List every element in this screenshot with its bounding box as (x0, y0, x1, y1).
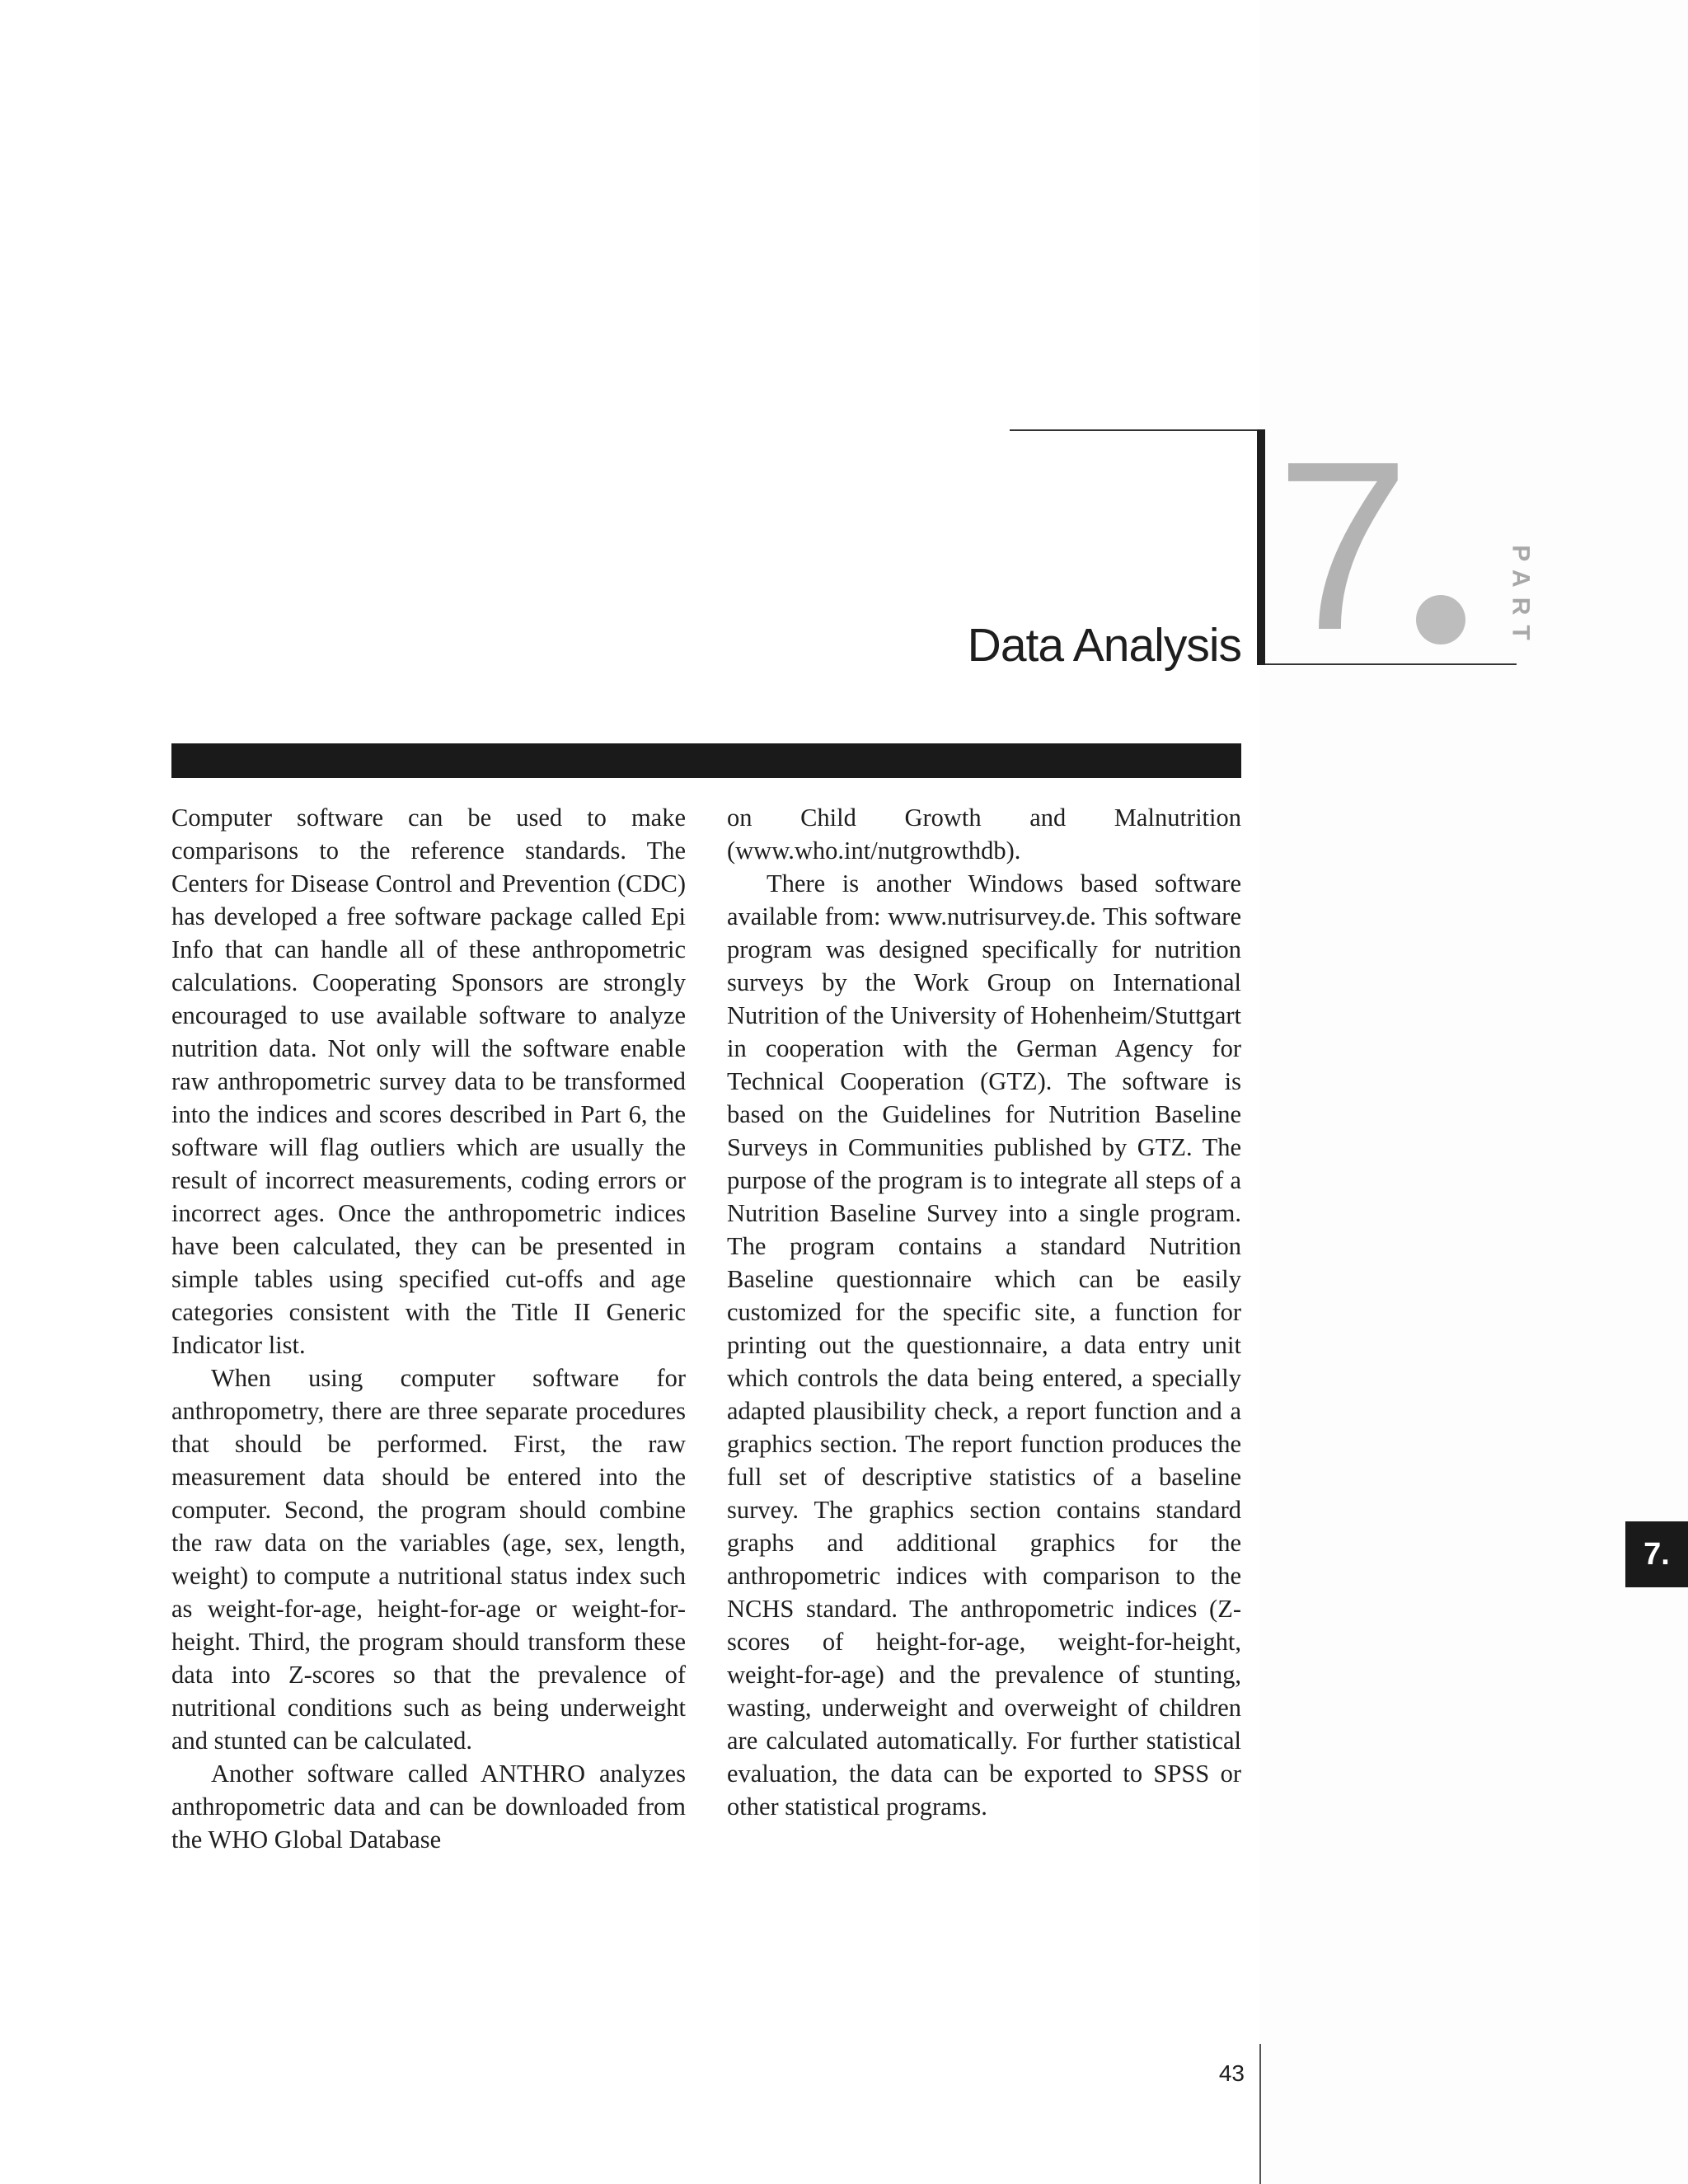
paragraph: on Child Growth and Malnutrition (www.who.int/nutgrowthdb). (727, 804, 1241, 865)
header-vertical-bar (1257, 429, 1265, 665)
paragraph: When using computer software for anthropometry, there are three separate procedures that should be performed. First, the raw measurement data should be entered into the computer. Second, the program should combine the raw data on the variables (age, sex, length, weight) to compute a nutritional status index such as weight-for-age, height-for-age or weight-for-height. Third, the program should transform these data into Z-scores so that the prevalence of nutritional conditions such as being underweight and stunted can be calculated. (171, 1364, 686, 1755)
page-number: 43 (1218, 2060, 1245, 2086)
paragraph: Computer software can be used to make comparisons to the reference standards. The Centers for Disease Control and Prevention (CDC) has developed a free software package called Epi Info that can handle all of these anthropometric calculations. Cooperating Sponsors are strongly encouraged to use available software to analyze nutrition data. Not only will the software enable raw anthropometric survey data to be transformed into the indices and scores described in Part 6, the software will flag outliers which are usually the result of incorrect measurements, coding errors or incorrect ages. Once the anthropometric indices have been calculated, they can be presented in simple tables using specified cut-offs and age categories consistent with the Title II Generic Indicator list. (171, 804, 686, 1359)
page-title: Data Analysis (967, 619, 1241, 672)
part-label-container (1481, 544, 1560, 651)
paragraph: There is another Windows based software available from: www.nutrisurvey.de. This software program was designed specifically for nutrition surveys by the Work Group on International Nutrition of the University of Hohenheim/Stuttgart in cooperation with the German Agency for Technical Cooperation (GTZ). The software is based on the Guidelines for Nutrition Baseline Surveys in Communities published by GTZ. The purpose of the program is to integrate all steps of a Nutrition Baseline Survey into a single program. The program contains a standard Nutrition Baseline questionnaire which can be easily customized for the specific site, a function for printing out the questionnaire, a data entry unit which controls the data being entered, a specially adapted plausibility check, a report function and a graphics section. The report function produces the full set of descriptive statistics of a baseline survey. The graphics section contains standard graphs and additional graphics for the anthropometric indices with comparison to the NCHS standard. The anthropometric indices (Z-scores of height-for-age, weight-for-height, weight-for-age) and the prevalence of stunting, wasting, underweight and overweight of children are calculated automatically. For further statistical evaluation, the data can be exported to SPSS or other statistical programs. (727, 869, 1241, 1821)
right-column (727, 801, 1241, 1823)
part-number: 7 (1276, 411, 1405, 680)
header-top-rule (1010, 429, 1259, 431)
part-number-dot (1416, 595, 1465, 644)
side-panel (1259, 0, 1688, 2184)
section-banner (171, 743, 1241, 778)
paragraph: Another software called ANTHRO analyzes anthropometric data and can be downloaded from the WHO Global Database (171, 1760, 686, 1854)
chapter-tab: 7. (1625, 1521, 1688, 1587)
footer-rule (1259, 2044, 1261, 2184)
left-column (171, 801, 686, 1856)
part-label: PART (1507, 545, 1536, 650)
